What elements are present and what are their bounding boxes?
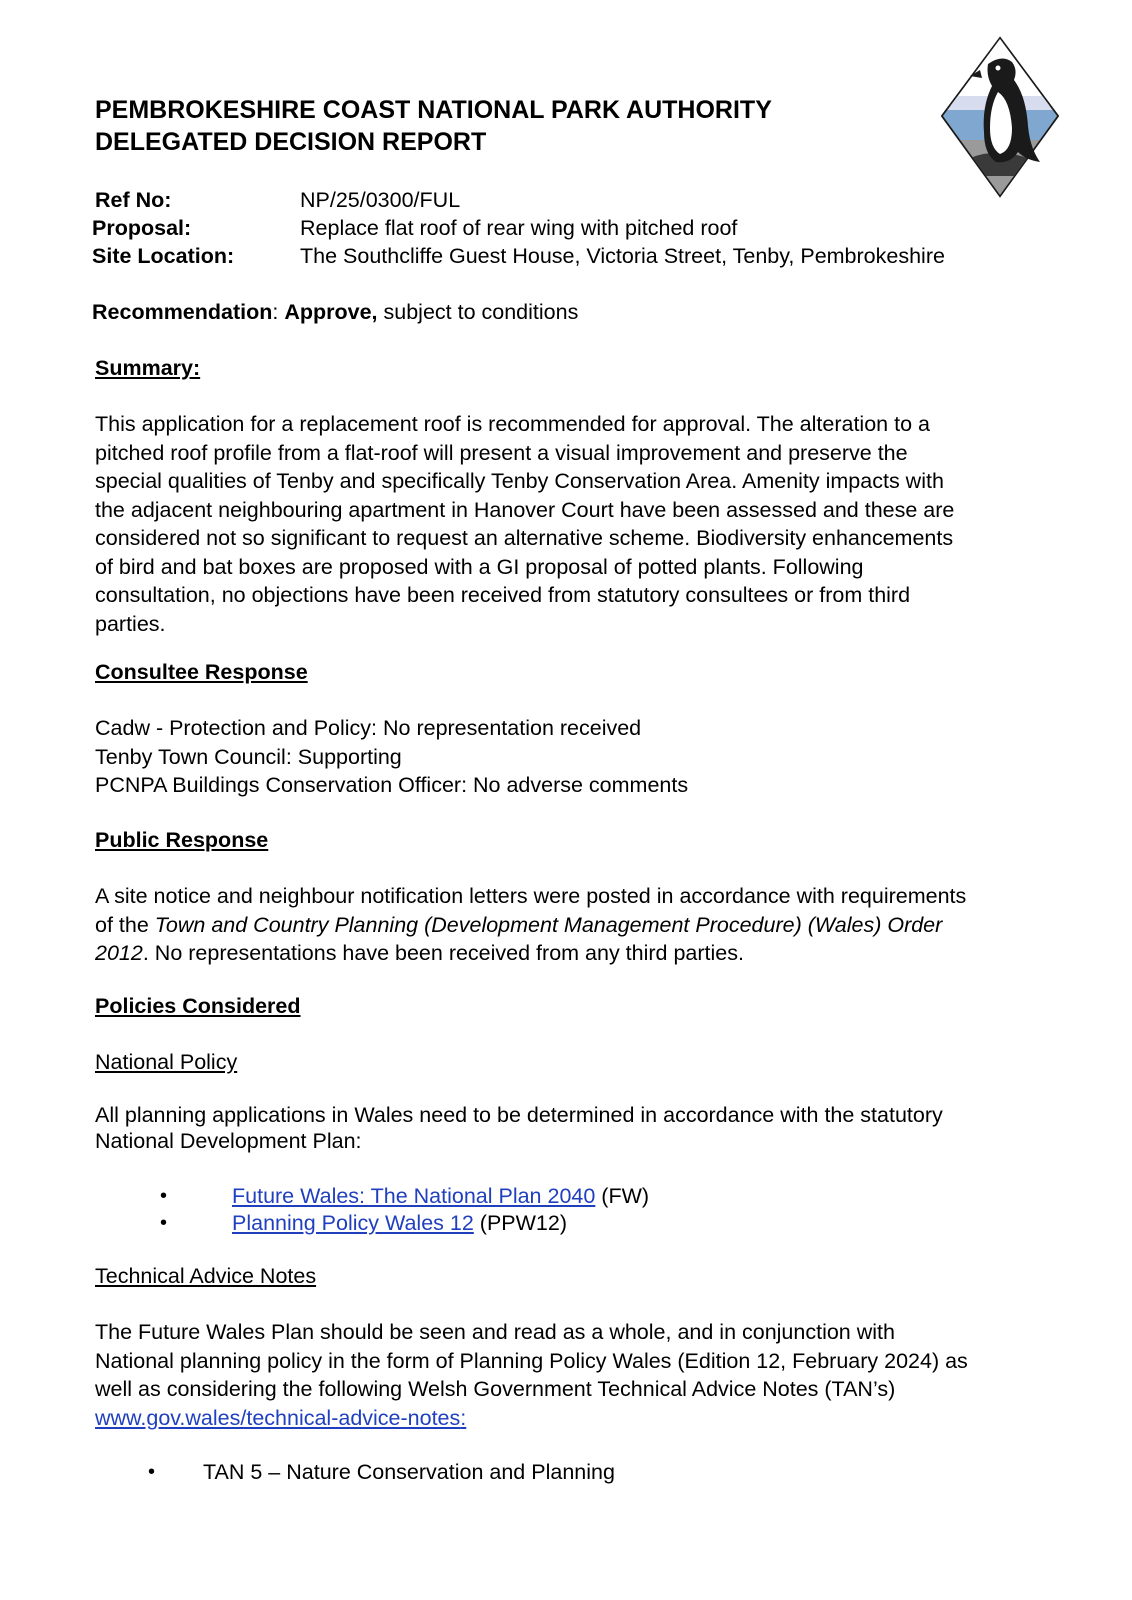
policies-heading: Policies Considered xyxy=(95,994,301,1018)
summary-line: considered not so significant to request an alternative scheme. Biodiversity enhancements xyxy=(95,526,954,550)
bullet-glyph: • xyxy=(160,1212,168,1234)
consultee-line: Cadw - Protection and Policy: No representation received xyxy=(95,716,642,740)
recommendation-decision: Approve, xyxy=(284,300,378,324)
summary-line: parties. xyxy=(95,611,166,636)
summary-line: consultation, no objections have been received from statutory consultees or from third xyxy=(95,583,911,607)
bullet-glyph: • xyxy=(160,1185,168,1207)
proposal-value: Replace flat roof of rear wing with pitched roof xyxy=(300,216,738,240)
public-line-2-prefix: of the xyxy=(95,912,155,937)
recommendation-separator: : xyxy=(272,300,285,324)
public-line-2 xyxy=(95,911,1035,940)
title-line-1: PEMBROKESHIRE COAST NATIONAL PARK AUTHORITY xyxy=(95,96,772,124)
bullet-glyph: • xyxy=(148,1461,156,1483)
recommendation xyxy=(92,298,578,327)
public-line-1: A site notice and neighbour notification letters were posted in accordance with requirements xyxy=(95,884,967,908)
tan-line: well as considering the following Welsh Government Technical Advice Notes (TAN’s) xyxy=(95,1377,896,1401)
recommendation-conditions: subject to conditions xyxy=(377,300,579,324)
legislation-year: 2012 xyxy=(95,941,143,965)
summary-line: This application for a replacement roof is recommended for approval. The alteration to a xyxy=(95,412,930,436)
ref-label: Ref No: xyxy=(95,188,172,212)
summary-line: pitched roof profile from a flat-roof will present a visual improvement and preserve the xyxy=(95,440,908,465)
tan-link-suffix: : xyxy=(460,1405,467,1430)
report-title xyxy=(95,94,772,158)
legislation-title: Town and Country Planning (Development Management Procedure) (Wales) Order xyxy=(154,912,943,937)
public-line-3 xyxy=(95,939,1035,968)
public-line-3-rest: . No representations have been received from any third parties. xyxy=(142,941,744,965)
tan-item: TAN 5 – Nature Conservation and Planning xyxy=(203,1460,615,1484)
consultee-heading: Consultee Response xyxy=(95,660,308,684)
ref-value: NP/25/0300/FUL xyxy=(300,188,461,212)
summary-line: special qualities of Tenby and specifically Tenby Conservation Area. Amenity impacts with xyxy=(95,469,944,493)
national-policy-heading: National Policy xyxy=(95,1050,238,1074)
summary-paragraph xyxy=(95,410,1035,638)
consultee-list xyxy=(95,714,1035,800)
consultee-line: PCNPA Buildings Conservation Officer: No adverse comments xyxy=(95,773,689,797)
title-line-2: DELEGATED DECISION REPORT xyxy=(95,128,487,156)
planning-policy-wales-suffix: (PPW12) xyxy=(473,1211,567,1235)
summary-heading: Summary: xyxy=(95,356,201,380)
technical-advice-notes-link[interactable]: www.gov.wales/technical-advice-notes xyxy=(95,1405,461,1430)
tan-link-line xyxy=(95,1404,1035,1433)
national-policy-paragraph xyxy=(95,1102,1035,1154)
site-location-label: Site Location: xyxy=(92,244,235,268)
public-response-paragraph xyxy=(95,882,1035,968)
national-policy-line: All planning applications in Wales need to be determined in accordance with the statutory xyxy=(95,1103,943,1127)
national-policy-line: National Development Plan: xyxy=(95,1129,362,1153)
puffin-diamond-logo-icon xyxy=(940,36,1060,198)
summary-line: of bird and bat boxes are proposed with a GI proposal of potted plants. Following xyxy=(95,554,864,579)
tan-heading: Technical Advice Notes xyxy=(95,1264,317,1288)
future-wales-link[interactable]: Future Wales: The National Plan 2040 xyxy=(232,1184,596,1208)
proposal-label: Proposal: xyxy=(92,216,192,240)
recommendation-label: Recommendation xyxy=(92,300,273,324)
public-response-heading: Public Response xyxy=(95,828,269,852)
consultee-line: Tenby Town Council: Supporting xyxy=(95,744,402,769)
summary-line: the adjacent neighbouring apartment in Hanover Court have been assessed and these are xyxy=(95,497,955,522)
tan-paragraph xyxy=(95,1318,1035,1432)
site-location-value: The Southcliffe Guest House, Victoria Street, Tenby, Pembrokeshire xyxy=(300,244,945,268)
future-wales-suffix: (FW) xyxy=(595,1184,650,1208)
tan-line: The Future Wales Plan should be seen and read as a whole, and in conjunction with xyxy=(95,1320,895,1344)
tan-line: National planning policy in the form of Planning Policy Wales (Edition 12, February 2024) as xyxy=(95,1348,968,1373)
planning-policy-wales-link[interactable]: Planning Policy Wales 12 xyxy=(232,1211,474,1235)
